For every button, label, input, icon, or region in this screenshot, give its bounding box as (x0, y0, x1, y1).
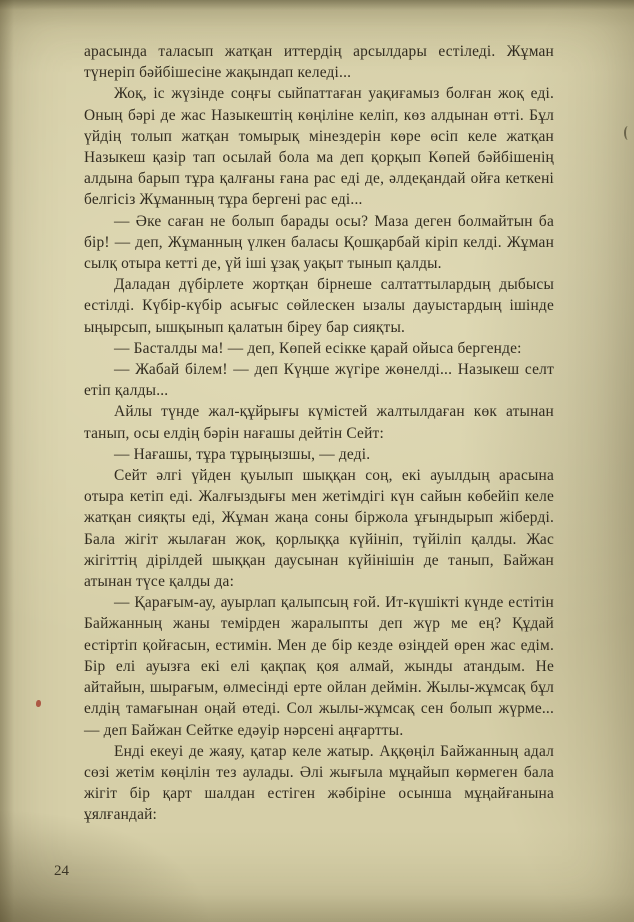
page-text (84, 41, 554, 826)
paragraph: Сейт әлгі үйден қуылып шыққан соң, екі ауылдың арасына отыра кетіп еді. Жалғыздығы мен жетімдігі күн сайын көбейіп келе жатқан сияқты еді, Жұман жаңа соны біржола ұғындырып жіберді. Бала жігіт жылаған жоқ, қорлыққа күйініп, түйіліп қалды. Жас жігіттің дірілдей шыққан даусынан күйінішін де танып, Байжан атынан түсе қалды да: (84, 467, 554, 591)
paragraph: — Басталды ма! — деп, Көпей есікке қарай ойыса бергенде: (114, 339, 522, 357)
paragraph: Даладан дүбірлете жортқан бірнеше салтаттылардың дыбысы естілді. Күбір-күбір асығыс сөйлескен ызалы дауыстардың ішінде ыңырсып, ышқынып қалатын біреу бар сияқты. (84, 276, 554, 336)
page-left-edge-shadow (0, 0, 14, 922)
margin-mark (624, 126, 632, 140)
paragraph: — Нағашы, тұра тұрыңызшы, — деді. (114, 445, 371, 463)
paragraph: арасында таласып жатқан иттердің арсылдары естіледі. Жұман түнеріп бәйбішесіне жақындап келеді... (84, 43, 554, 82)
ink-speck (36, 700, 41, 707)
paragraph: Айлы түнде жал-құйрығы күмістей жалтылдаған көк атынан танып, осы елдің бәрін нағашы дейтін Сейт: (84, 403, 554, 442)
paragraph: — Әке саған не болып барады осы? Маза деген болмайтын ба бір! — деп, Жұманның үлкен баласы Қошқарбай кіріп келді. Жұман сылқ отыра кетті де, үй іші ұзақ уақыт тынып қалды. (84, 212, 554, 273)
paragraph: Жоқ, іс жүзінде соңғы сыйпаттаған уақиғамыз болған жоқ еді. Оның бәрі де жас Назыкештің көңіліне келіп, көз алдынан өтті. Бұл үйдің толып жатқан томырық мінездерін көре өсіп келе жатқан Назыкеш қазір тап осылай бола ма деп қорқып Көпей бәйбішенің алдына барып тұра қалғаны ғана рас еді де, әлдеқандай ойға кеткені белгісіз Жұманның тұра бергені рас еді... (84, 85, 554, 209)
paragraph: — Жабай білем! — деп Күңше жүгіре жөнелді... Назыкеш селт етіп қалды... (84, 361, 554, 400)
paragraph: Енді екеуі де жаяу, қатар келе жатыр. Аққөңіл Байжанның адал сөзі жетім көңілін тез аулады. Әлі жығыла мұңайып көрмеген бала жігіт бір қарт шалдан естіген жәбіріне осынша мұңайғанына ұялғандай: (84, 742, 554, 824)
page-number: 24 (54, 863, 69, 879)
paragraph: — Қарағым-ау, ауырлап қалыпсың ғой. Ит-күшікті күнде естітін Байжанның жаны темірден жаралыпты деп жүр ме ең? Құдай естіртіп қойғасын, естимін. Мен де бір кезде өзіңдей өрен жас едім. Бір елі ауызға екі елі қақпақ қоя алмай, жынды атандым. Не айтайын, шырағым, өлмесінді ерте ойлан деймін. Жылы-жұмсақ бұл елдің тамағынан оңай өтеді. Сол жылы-жұмсақ сен болып жүрме... — деп Байжан Сейтке едәуір нәрсені аңғартты. (84, 594, 554, 739)
page-top-edge-shadow (0, 0, 634, 10)
